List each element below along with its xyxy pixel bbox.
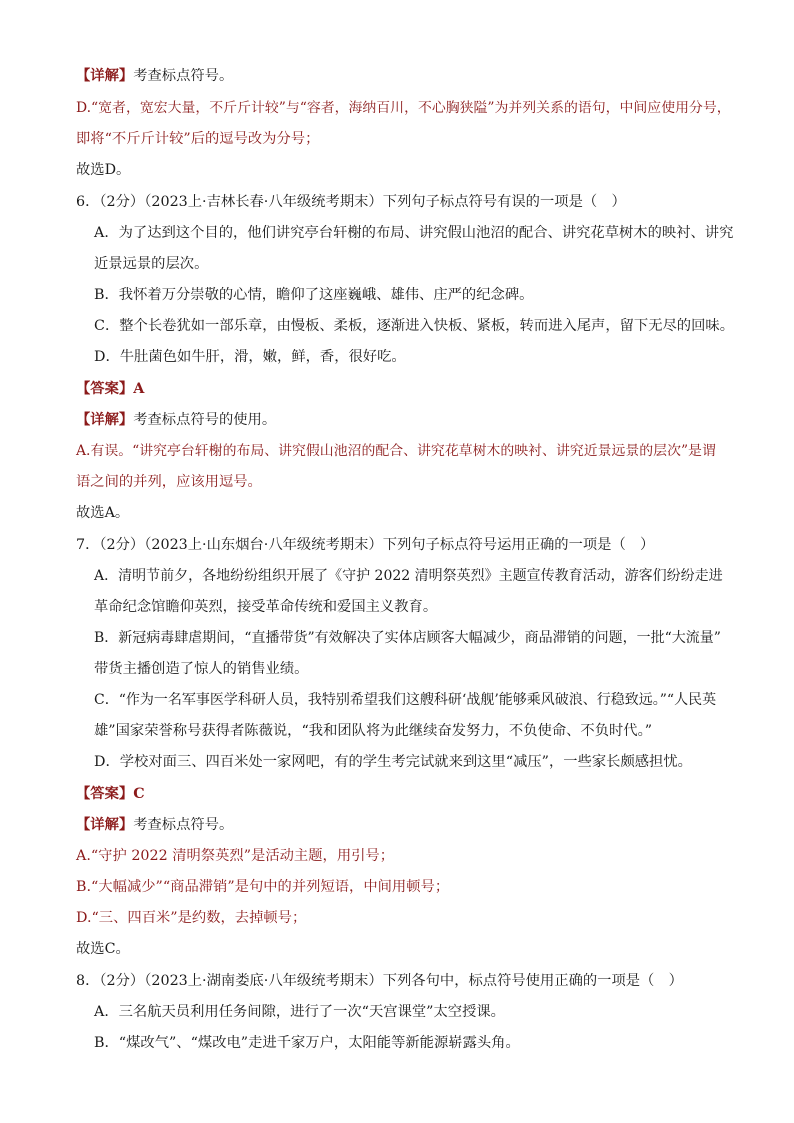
q7-option-c-line-2: 雄”国家荣誉称号获得者陈薇说，“我和团队将为此继续奋发努力，不负使命、不负时代。” [94, 723, 653, 739]
q6-option-d: D．牛肚菌色如牛肝，滑，嫩，鲜，香，很好吃。 [94, 349, 406, 365]
q8-option-a: A．三名航天员利用任务间隙，进行了一次“天宫课堂”太空授课。 [94, 1004, 505, 1020]
q7-option-c-line-1: C．“作为一名军事医学科研人员，我特别希望我们这艘科研‘战舰’能够乘风破浪、行稳致远。”“人民英 [94, 692, 717, 708]
q7-detail-line [76, 815, 233, 835]
q5-conclusion: 故选D。 [76, 162, 131, 178]
q7-option-b-line-2: 带货主播创造了惊人的销售业绩。 [94, 661, 309, 677]
q5-detail-line [76, 66, 233, 86]
q7-option-d: D．学校对面三、四百米处一家网吧，有的学生考完试就来到这里“减压”，一些家长颇感担忧。 [94, 754, 692, 770]
q7-option-a-line-2: 革命纪念馆瞻仰英烈，接受革命传统和爱国主义教育。 [94, 599, 438, 615]
q6-option-c: C．整个长卷犹如一部乐章，由慢板、柔板，逐渐进入快板、紧板，转而进入尾声，留下无尽的回味。 [94, 318, 734, 334]
q6-option-a-line-2: 近景远景的层次。 [94, 256, 209, 272]
q7-explanation-d: D.“三、四百米”是约数，去掉顿号； [76, 910, 307, 926]
answer-tag: 【答案】 [76, 786, 134, 802]
answer-value: A [133, 381, 145, 397]
q5-explanation-line-1: D.“宽者，宽宏大量，不斤斤计较”与“容者，海纳百川，不心胸狭隘”为并列关系的语句，中间应使用分号， [76, 100, 731, 116]
q7-answer-line [76, 784, 145, 804]
q6-stem: 6．（2分）（2023上·吉林长春·八年级统考期末）下列句子标点符号有误的一项是（ ） [76, 194, 626, 210]
detail-text: 考查标点符号。 [133, 817, 234, 833]
q7-option-b-line-1: B．新冠病毒肆虐期间，“直播带货”有效解决了实体店顾客大幅减少，商品滞销的问题，一批“大流量” [94, 630, 721, 646]
q6-option-b: B．我怀着万分崇敬的心情，瞻仰了这座巍峨、雄伟、庄严的纪念碑。 [94, 287, 534, 303]
q6-explanation-line-2: 语之间的并列，应该用逗号。 [76, 474, 262, 490]
q6-detail-line [76, 410, 276, 430]
detail-tag: 【详解】 [76, 817, 134, 833]
detail-tag: 【详解】 [76, 68, 134, 84]
detail-text: 考查标点符号的使用。 [133, 412, 277, 428]
q5-explanation-line-2: 即将“不斤斤计较”后的逗号改为分号； [76, 131, 320, 147]
q7-conclusion: 故选C。 [76, 941, 130, 957]
q8-stem: 8．（2分）（2023上·湖南娄底·八年级统考期末）下列各句中，标点符号使用正确的一项是（ ） [76, 973, 683, 989]
answer-value: C [133, 786, 145, 802]
q6-conclusion: 故选A。 [76, 505, 130, 521]
q7-stem: 7．（2分）（2023上·山东烟台·八年级统考期末）下列句子标点符号运用正确的一项是（ ） [76, 537, 655, 553]
q6-explanation-line-1: A.有误。“讲究亭台轩榭的布局、讲究假山池沼的配合、讲究花草树木的映衬、讲究近景远景的层次”是谓 [76, 443, 716, 459]
detail-text: 考查标点符号。 [133, 68, 234, 84]
q7-explanation-a: A.“守护 2022 清明祭英烈”是活动主题，用引号； [76, 848, 395, 864]
q6-option-a-line-1: A．为了达到这个目的，他们讲究亭台轩榭的布局、讲究假山池沼的配合、讲究花草树木的映衬、讲究 [94, 225, 734, 241]
q7-option-a-line-1: A．清明节前夕，各地纷纷组织开展了《守护 2022 清明祭英烈》主题宣传教育活动，游客们纷纷走进 [94, 568, 723, 584]
answer-tag: 【答案】 [76, 381, 134, 397]
q8-option-b: B．“煤改气”、“煤改电”走进千家万户，太阳能等新能源崭露头角。 [94, 1035, 520, 1051]
q7-explanation-b: B.“大幅减少”“商品滞销”是句中的并列短语，中间用顿号； [76, 879, 450, 895]
detail-tag: 【详解】 [76, 412, 134, 428]
q6-answer-line [76, 379, 144, 399]
